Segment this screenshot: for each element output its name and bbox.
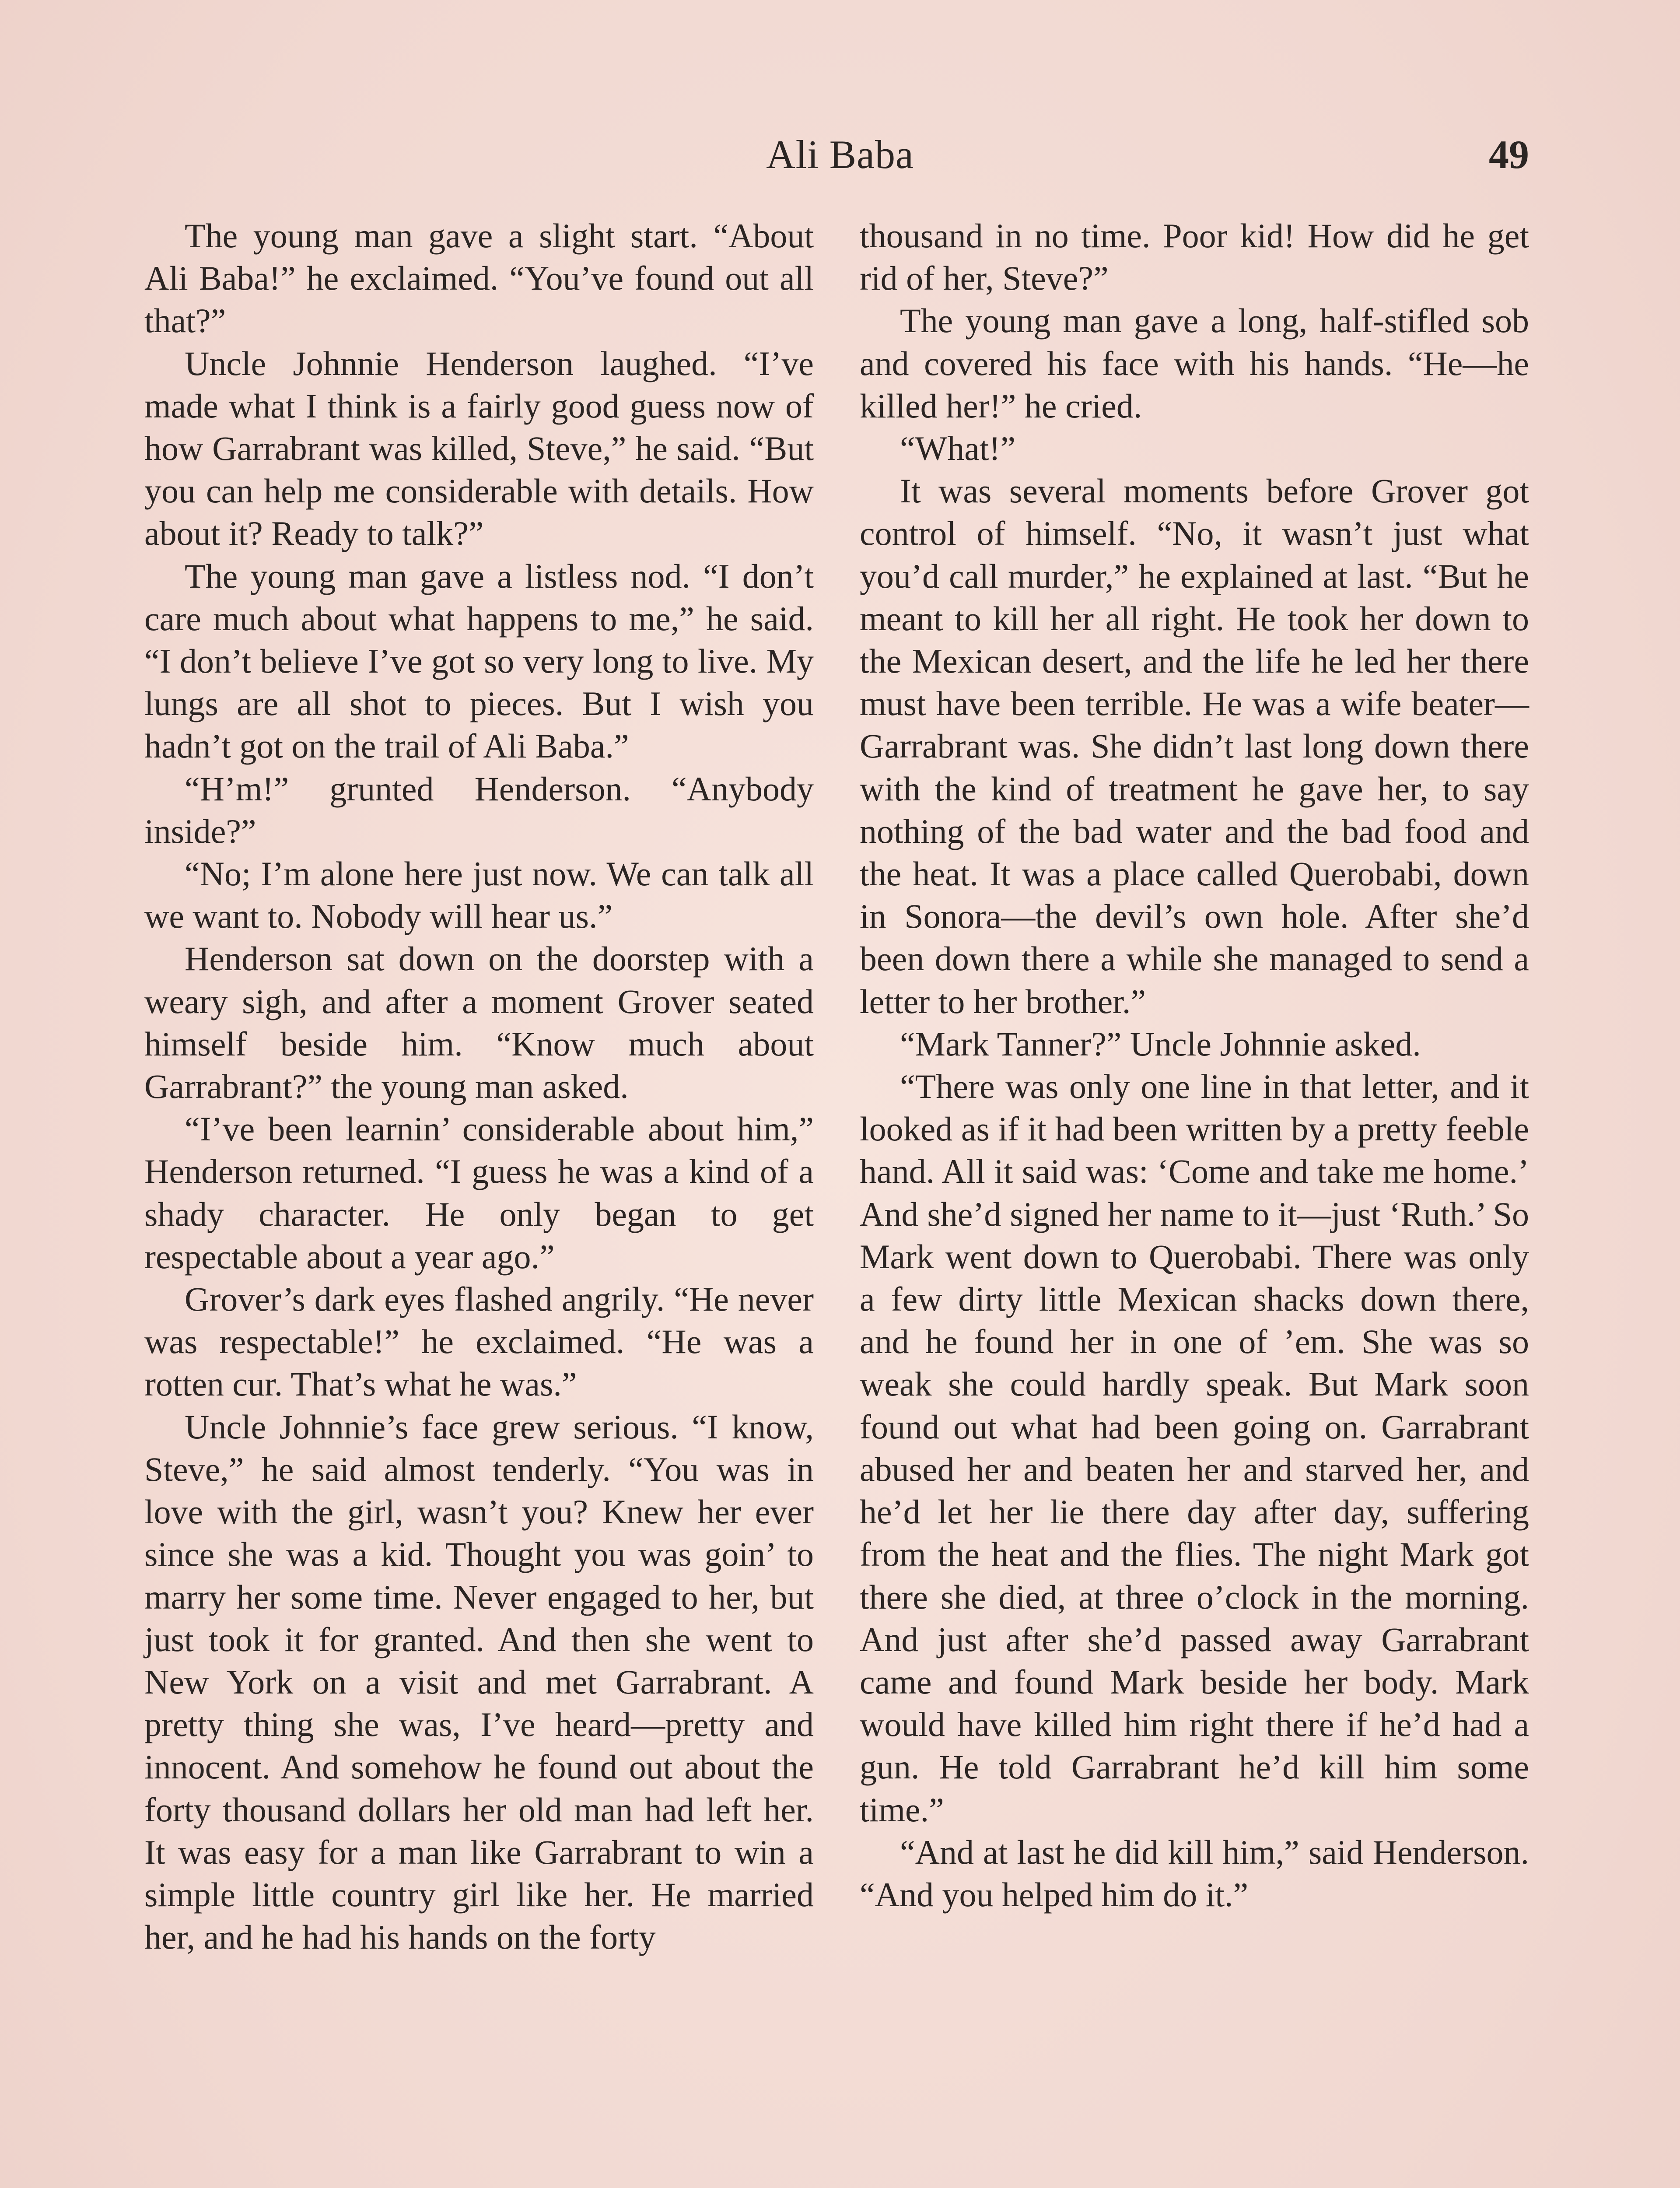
page-title: Ali Baba	[766, 132, 914, 177]
paragraph: Uncle Johnnie Henderson laughed. “I’ve made what I think is a fairly good guess now of how Garrabrant was killed, Steve,” he said. “But you can help me considerable with details. How about it? Ready to talk?”	[144, 344, 814, 553]
paragraph: “Mark Tanner?” Uncle Johnnie asked.	[900, 1024, 1421, 1063]
paragraph: “No; I’m alone here just now. We can talk all we want to. Nobody will hear us.”	[144, 855, 814, 936]
paragraph: “H’m!” grunted Henderson. “Anybody inside?”	[144, 769, 814, 850]
paragraph: Henderson sat down on the doorstep with a weary sigh, and after a moment Grover seated himself beside him. “Know much about Garrabrant?” the young man asked.	[144, 940, 814, 1106]
page-number: 49	[1489, 132, 1529, 177]
paragraph: “And at last he did kill him,” said Henderson. “And you helped him do it.”	[860, 1833, 1529, 1914]
paragraph: It was several moments before Grover got control of himself. “No, it wasn’t just what you’d call murder,” he explained at last. “But he meant to kill her all right. He took her down to the Mexican desert, and the life he led her there must have been terrible. He was a wife beater—Garrabrant was. She didn’t last long down there with the kind of treatment he gave her, to say nothing of the bad water and the bad food and the heat. It was a place called Querobabi, down in Sonora—the devil’s own hole. After she’d been down there a while she managed to send a letter to her brother.”	[860, 472, 1529, 1020]
running-head	[0, 131, 1680, 184]
paragraph: The young man gave a slight start. “About Ali Baba!” he exclaimed. “You’ve found out all that?”	[144, 217, 814, 340]
paragraph: The young man gave a long, half-stifled sob and covered his face with his hands. “He—he killed her!” he cried.	[860, 302, 1529, 425]
continued-paragraph: thousand in no time. Poor kid! How did he get rid of her, Steve?”	[860, 217, 1529, 298]
paragraph: “I’ve been learnin’ considerable about him,” Henderson returned. “I guess he was a kind of a shady character. He only began to get respectable about a year ago.”	[144, 1110, 814, 1276]
paragraph: Uncle Johnnie’s face grew serious. “I know, Steve,” he said almost tenderly. “You was in love with the girl, wasn’t you? Knew her ever since she was a kid. Thought you was goin’ to marry her some time. Never engaged to her, but just took it for granted. And then she went to New York on a visit and met Garrabrant. A pretty thing she was, I’ve heard—pretty and innocent. And somehow he found out about the forty thousand dollars her old man had left her. It was easy for a man like Garrabrant to win a simple little country girl like her. He married her, and he had his hands on the forty	[144, 1407, 814, 1957]
paragraph: “What!”	[900, 429, 1016, 468]
right-column	[860, 214, 1529, 1916]
paragraph: “There was only one line in that letter, and it looked as if it had been written by a pretty feeble hand. All it said was: ‘Come and take me home.’ And she’d signed her name to it—just ‘Ruth.’ So Mark went down to Querobabi. There was only a few dirty little Mexican shacks down there, and he found her in one of ’em. She was so weak she could hardly speak. But Mark soon found out what had been going on. Garrabrant abused her and beaten her and starved her, and he’d let her lie there day after day, suffering from the heat and the flies. The night Mark got there she died, at three o’clock in the morning. And just after she’d passed away Garrabrant came and found Mark beside her body. Mark would have killed him right there if he’d had a gun. He told Garrabrant he’d kill him some time.”	[860, 1067, 1529, 1829]
left-column	[144, 214, 814, 1958]
paragraph: The young man gave a listless nod. “I don’t care much about what happens to me,” he said. “I don’t believe I’ve got so very long to live. My lungs are all shot to pieces. But I wish you hadn’t got on the trail of Ali Baba.”	[144, 557, 814, 765]
paragraph: Grover’s dark eyes flashed angrily. “He never was respectable!” he exclaimed. “He was a rotten cur. That’s what he was.”	[144, 1280, 814, 1403]
